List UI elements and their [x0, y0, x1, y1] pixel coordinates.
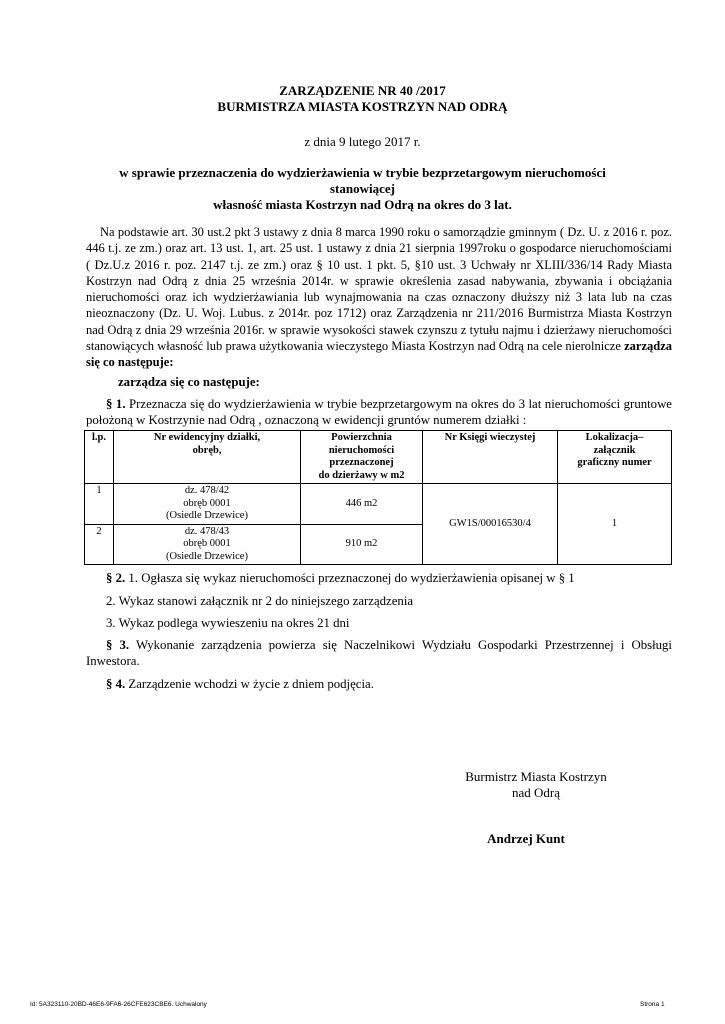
- table-row: [85, 484, 672, 525]
- document-title: [0, 83, 725, 115]
- row-1-dz: dz. 478/42: [184, 485, 230, 496]
- document-subject: [90, 165, 635, 213]
- paragraph-1: [86, 396, 672, 428]
- header-lok-line-1: Lokalizacja–: [585, 432, 644, 443]
- paragraph-1-mark: § 1.: [106, 397, 126, 411]
- preamble-text: Na podstawie art. 30 ust.2 pkt 3 ustawy z dnia 8 marca 1990 roku o samorządzie gminnym ( Dz. U. z 2016 r. poz. 446 t.j. ze zm.) oraz art. 13 ust. 1, art. 25 ust. 1 ustawy z dnia 21 sierpnia 1997roku o gospodarce nieruchomościami ( Dz.U.z 2016 r. poz. 2147 t.j. ze zm.) oraz § 10 ust. 1 pkt. 5, §10 ust. 3 Uchwały nr XLIII/336/14 Rady Miasta Kostrzyn nad Odrą z dnia 25 września 2014r. w sprawie określenia zasad nabywania, zbywania i obciążania nieruchomości oraz ich wydzierżawiania lub wynajmowania na czas oznaczony dłuższy niż 3 lata lub na czas nieoznaczony (Dz. U. Woj. Lubus. z 2014r. poz 1712) oraz Zarządzenia nr 211/2016 Burmistrza Miasta Kostrzyn nad Odrą z dnia 29 września 2016r. w sprawie wysokości stawek czynszu z tytułu najmu i dzierżawy nieruchomości stanowiących własność lub prawa użytkowania wieczystego Miasta Kostrzyn nad Odrą na cele nierolnicze: [86, 225, 672, 354]
- paragraph-3: [86, 637, 672, 669]
- paragraph-2-item-1-text: 1. Ogłasza się wykaz nieruchomości przeznaczonej do wydzierżawienia opisanej w § 1: [128, 571, 575, 585]
- paragraph-2-item-3: 3. Wykaz podlega wywieszeniu na okres 21 dni: [106, 616, 350, 630]
- row-2-osiedle: (Osiedle Drzewice): [166, 550, 248, 562]
- title-line-2: BURMISTRZA MIASTA KOSTRZYN NAD ODRĄ: [217, 99, 508, 114]
- row-2-dzialka: [114, 524, 301, 565]
- header-pow-line-1: Powierzchnia: [331, 432, 392, 443]
- ksiega-wieczysta-value: GW1S/00016530/4: [423, 484, 558, 565]
- row-2-obreb: obręb 0001: [183, 538, 231, 549]
- paragraph-2-item-2: 2. Wykaz stanowi załącznik nr 2 do niniejszego zarządzenia: [106, 594, 414, 608]
- paragraph-1-text: Przeznacza się do wydzierżawienia w trybie bezprzetargowym na okres do 3 lat nieruchomości gruntowe położoną w Kostrzynie nad Odrą , oznaczoną w ewidencji gruntów numerem działki :: [86, 397, 672, 427]
- header-pow-line-4: do dzierżawy w m2: [318, 469, 405, 481]
- header-nr-line-1: Nr ewidencyjny działki,: [153, 432, 261, 443]
- header-lok-line-3: graficzny numer: [577, 457, 652, 468]
- footer-document-id: Id: 5A323110-20BD-46E6-9FA6-26CFE623CBE6. Uchwalony: [30, 1001, 207, 1008]
- paragraph-3-text: Wykonanie zarządzenia powierza się Naczelnikowi Wydziału Gospodarki Przestrzennej i Obsługi Inwestora.: [86, 638, 672, 668]
- subject-line-2: własność miasta Kostrzyn nad Odrą na okres do 3 lat.: [213, 197, 512, 212]
- paragraph-3-mark: § 3.: [106, 638, 130, 652]
- paragraph-4-mark: § 4.: [106, 677, 126, 691]
- footer-page-number: Strona 1: [640, 1001, 665, 1008]
- row-2-lp: 2: [85, 524, 114, 565]
- paragraph-4-text: Zarządzenie wchodzi w życie z dniem podjęcia.: [128, 677, 374, 691]
- header-pow-line-3: przeznaczonej: [329, 457, 394, 468]
- row-1-osiedle: (Osiedle Drzewice): [166, 510, 248, 521]
- table-header-row: [85, 431, 672, 484]
- row-1-dzialka: [114, 484, 301, 525]
- row-2-dz: dz. 478/43: [184, 525, 230, 537]
- signature-block: [436, 769, 636, 801]
- parcel-table: [84, 430, 672, 565]
- header-pow-line-2: nieruchomości: [328, 444, 395, 456]
- header-ksiega-wieczysta: Nr Księgi wieczystej: [423, 431, 558, 484]
- header-lp: l.p.: [85, 431, 114, 484]
- row-1-lp: 1: [85, 484, 114, 525]
- document-date: z dnia 9 lutego 2017 r.: [304, 134, 421, 149]
- header-lokalizacja: [558, 431, 672, 484]
- paragraph-2-mark: § 2.: [106, 571, 126, 585]
- header-powierzchnia: [301, 431, 423, 484]
- row-1-obreb: obręb 0001: [183, 497, 231, 509]
- signature-line-1: Burmistrz Miasta Kostrzyn: [465, 769, 607, 784]
- title-line-1: ZARZĄDZENIE NR 40 /2017: [279, 83, 446, 98]
- paragraph-2-item-1: [106, 570, 672, 586]
- paragraph-4: [106, 676, 672, 692]
- zarzadza-heading: zarządza się co następuje:: [118, 375, 260, 389]
- header-lok-line-2: załącznik: [593, 444, 636, 456]
- signature-name: Andrzej Kunt: [487, 831, 565, 846]
- header-nr-ewidencyjny: [114, 431, 301, 484]
- subject-line-1: w sprawie przeznaczenia do wydzierżawienia w trybie bezprzetargowym nieruchomości stanowiącej: [119, 165, 606, 196]
- row-2-powierzchnia: 910 m2: [301, 524, 423, 565]
- preamble: [86, 224, 672, 371]
- header-nr-line-2: obręb,: [192, 444, 222, 456]
- preamble-bold-end: zarządza się co następuje:: [86, 339, 672, 370]
- lokalizacja-value: 1: [558, 484, 672, 565]
- row-1-powierzchnia: 446 m2: [301, 484, 423, 525]
- signature-line-2: nad Odrą: [511, 785, 560, 800]
